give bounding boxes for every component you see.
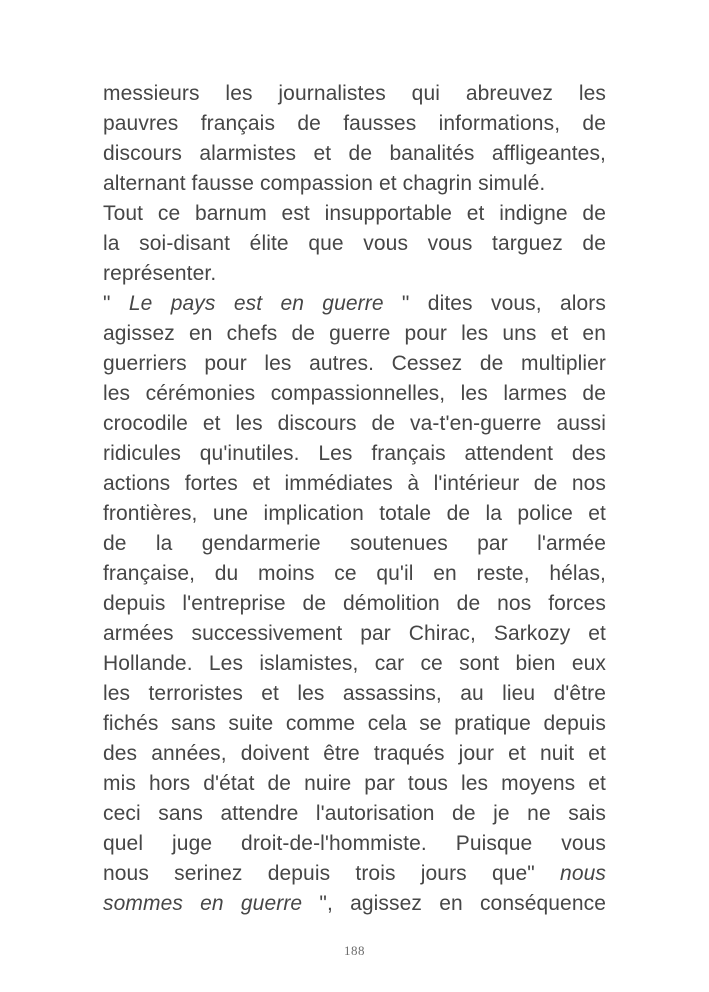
text-line — [103, 889, 606, 919]
text-line — [103, 679, 606, 709]
text-segment: ", agissez en conséquence — [302, 892, 606, 915]
text-line — [103, 469, 606, 499]
text-line — [103, 349, 606, 379]
text-line — [103, 139, 606, 169]
text-segment: fichés sans suite comme cela se pratique depuis — [103, 712, 606, 735]
text-line — [103, 709, 606, 739]
text-line — [103, 229, 606, 259]
text-line — [103, 619, 606, 649]
text-line — [103, 499, 606, 529]
text-segment: les cérémonies compassionnelles, les larmes de — [103, 382, 606, 405]
text-line — [103, 409, 606, 439]
text-segment: depuis l'entreprise de démolition de nos forces — [103, 592, 606, 615]
text-segment: représenter. — [103, 262, 217, 285]
text-segment: française, du moins ce qu'il en reste, hélas, — [103, 562, 606, 585]
text-segment: Tout ce barnum est insupportable et indigne de — [103, 202, 606, 225]
text-segment: armées successivement par Chirac, Sarkozy et — [103, 622, 606, 645]
text-segment: la soi-disant élite que vous vous targuez de — [103, 232, 606, 255]
italic-text-segment: sommes en guerre — [103, 892, 303, 915]
text-segment: crocodile et les discours de va-t'en-guerre aussi — [103, 412, 606, 435]
page-number: 188 — [344, 943, 365, 958]
text-line — [103, 109, 606, 139]
text-segment: quel juge droit-de-l'hommiste. Puisque vous — [103, 832, 606, 855]
text-line — [103, 199, 606, 229]
italic-text-segment: Le pays est en guerre — [128, 292, 384, 315]
text-segment: discours alarmistes et de banalités affligeantes, — [103, 142, 606, 165]
text-segment: " dites vous, alors — [383, 292, 606, 315]
text-line — [103, 259, 606, 289]
text-column — [103, 79, 606, 919]
text-line — [103, 169, 606, 199]
text-line — [103, 319, 606, 349]
text-segment: agissez en chefs de guerre pour les uns et en — [103, 322, 606, 345]
text-line — [103, 649, 606, 679]
text-line — [103, 829, 606, 859]
text-segment: ridicules qu'inutiles. Les français attendent des — [103, 442, 606, 465]
text-segment: frontières, une implication totale de la police et — [103, 502, 606, 525]
text-line — [103, 529, 606, 559]
text-segment: les terroristes et les assassins, au lieu d'être — [103, 682, 606, 705]
text-segment: nous serinez depuis trois jours que" — [103, 862, 561, 885]
text-line — [103, 559, 606, 589]
text-segment: alternant fausse compassion et chagrin simulé. — [103, 172, 546, 195]
text-line — [103, 439, 606, 469]
text-line — [103, 79, 606, 109]
text-segment: des années, doivent être traqués jour et nuit et — [103, 742, 606, 765]
text-segment: Hollande. Les islamistes, car ce sont bien eux — [103, 652, 606, 675]
text-segment: messieurs les journalistes qui abreuvez les — [103, 82, 606, 105]
text-line — [103, 859, 606, 889]
text-line — [103, 769, 606, 799]
text-segment: " — [103, 292, 129, 315]
text-line — [103, 589, 606, 619]
text-segment: actions fortes et immédiates à l'intérieur de nos — [103, 472, 606, 495]
text-line — [103, 379, 606, 409]
text-segment: ceci sans attendre l'autorisation de je ne sais — [103, 802, 606, 825]
italic-text-segment: nous — [560, 862, 606, 885]
text-line — [103, 739, 606, 769]
text-line — [103, 799, 606, 829]
text-segment: mis hors d'état de nuire par tous les moyens et — [103, 772, 606, 795]
text-segment: guerriers pour les autres. Cessez de multiplier — [103, 352, 606, 375]
text-line — [103, 289, 606, 319]
text-segment: pauvres français de fausses informations, de — [103, 112, 606, 135]
text-segment: de la gendarmerie soutenues par l'armée — [103, 532, 606, 555]
